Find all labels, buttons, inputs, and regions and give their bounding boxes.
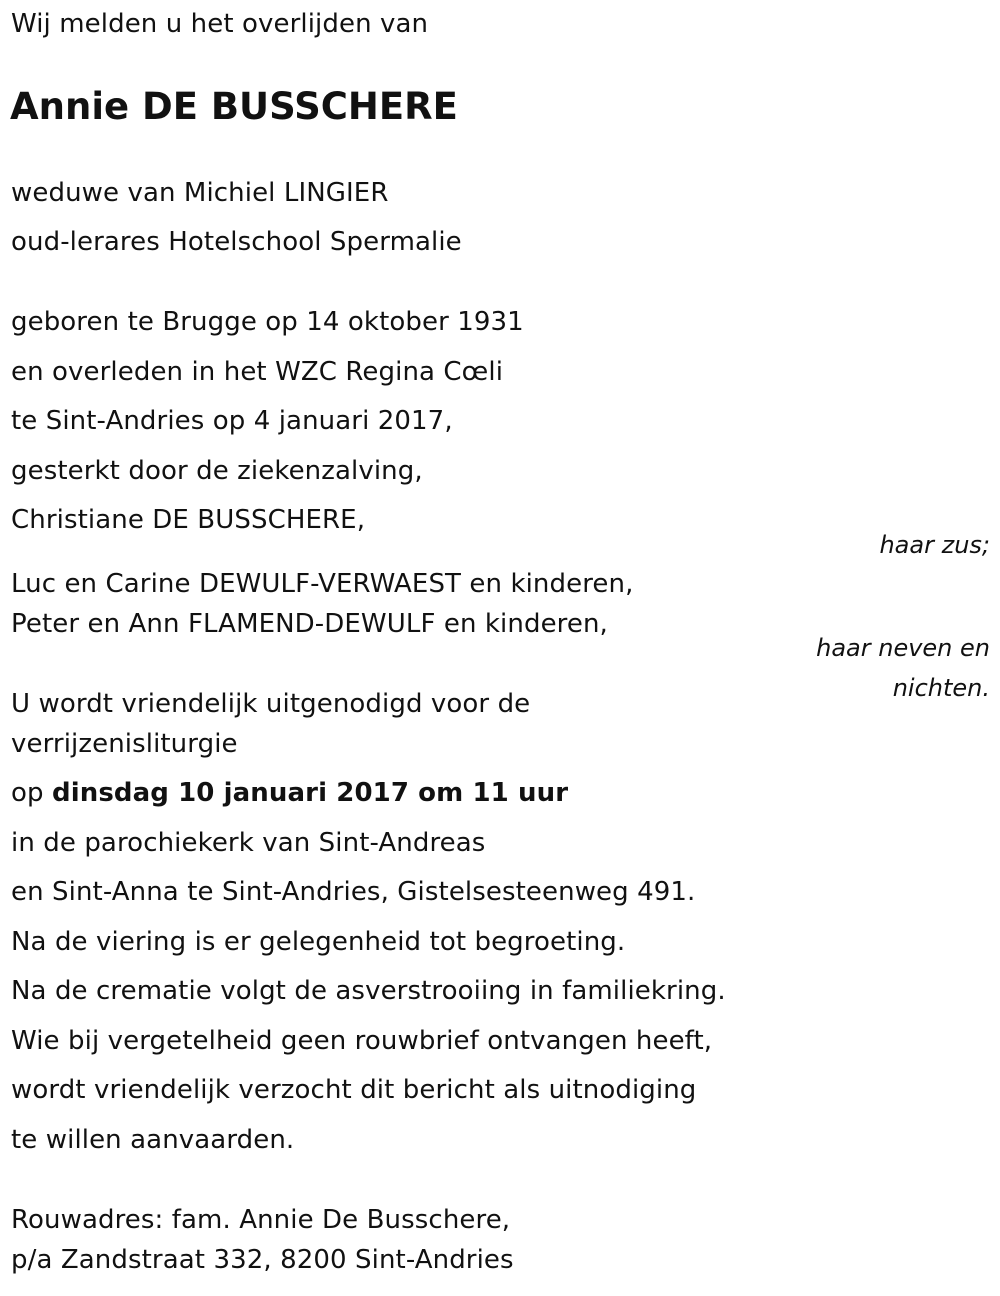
intro-text: Wij melden u het overlijden van bbox=[11, 9, 429, 39]
sister-relation: haar zus; bbox=[879, 531, 990, 559]
death-date-line: te Sint-Andries op 4 januari 2017, bbox=[11, 406, 453, 436]
church-address-line: en Sint-Anna te Sint-Andries, Gistelsesteenweg 491. bbox=[11, 877, 696, 907]
service-date-line bbox=[11, 778, 568, 808]
sacrament-line: gesterkt door de ziekenzalving, bbox=[11, 456, 423, 486]
deceased-name: Annie DE BUSSCHERE bbox=[10, 85, 458, 128]
invitation-line-2: verrijzenisliturgie bbox=[11, 729, 238, 759]
greeting-line: Na de viering is er gelegenheid tot begroeting. bbox=[11, 927, 626, 957]
sister-name: Christiane DE BUSSCHERE, bbox=[11, 505, 366, 535]
service-date: dinsdag 10 januari 2017 om 11 uur bbox=[51, 778, 569, 808]
cremation-line: Na de crematie volgt de asverstrooiing in familiekring. bbox=[11, 976, 726, 1006]
invitation-line-1: U wordt vriendelijk uitgenodigd voor de bbox=[11, 689, 531, 719]
occupation-line: oud-lerares Hotelschool Spermalie bbox=[11, 227, 462, 257]
notice-line-2: wordt vriendelijk verzocht dit bericht als uitnodiging bbox=[11, 1075, 697, 1105]
nephew-family-1: Luc en Carine DEWULF-VERWAEST en kinderen, bbox=[11, 569, 634, 599]
notice-line-1: Wie bij vergetelheid geen rouwbrief ontvangen heeft, bbox=[11, 1026, 713, 1056]
notice-line-3: te willen aanvaarden. bbox=[11, 1125, 295, 1155]
nephews-relation-1: haar neven en bbox=[816, 634, 990, 662]
nephew-family-2: Peter en Ann FLAMEND-DEWULF en kinderen, bbox=[11, 609, 608, 639]
mourning-address-line-1: Rouwadres: fam. Annie De Busschere, bbox=[11, 1205, 511, 1235]
service-date-prefix: op bbox=[11, 778, 52, 808]
birth-line: geboren te Brugge op 14 oktober 1931 bbox=[11, 307, 524, 337]
death-place-line: en overleden in het WZC Regina Cœli bbox=[11, 357, 504, 387]
spouse-line: weduwe van Michiel LINGIER bbox=[11, 178, 389, 208]
mourning-address-line-2: p/a Zandstraat 332, 8200 Sint-Andries bbox=[11, 1245, 514, 1275]
church-line: in de parochiekerk van Sint-Andreas bbox=[11, 828, 486, 858]
nephews-relation-2: nichten. bbox=[892, 674, 990, 702]
